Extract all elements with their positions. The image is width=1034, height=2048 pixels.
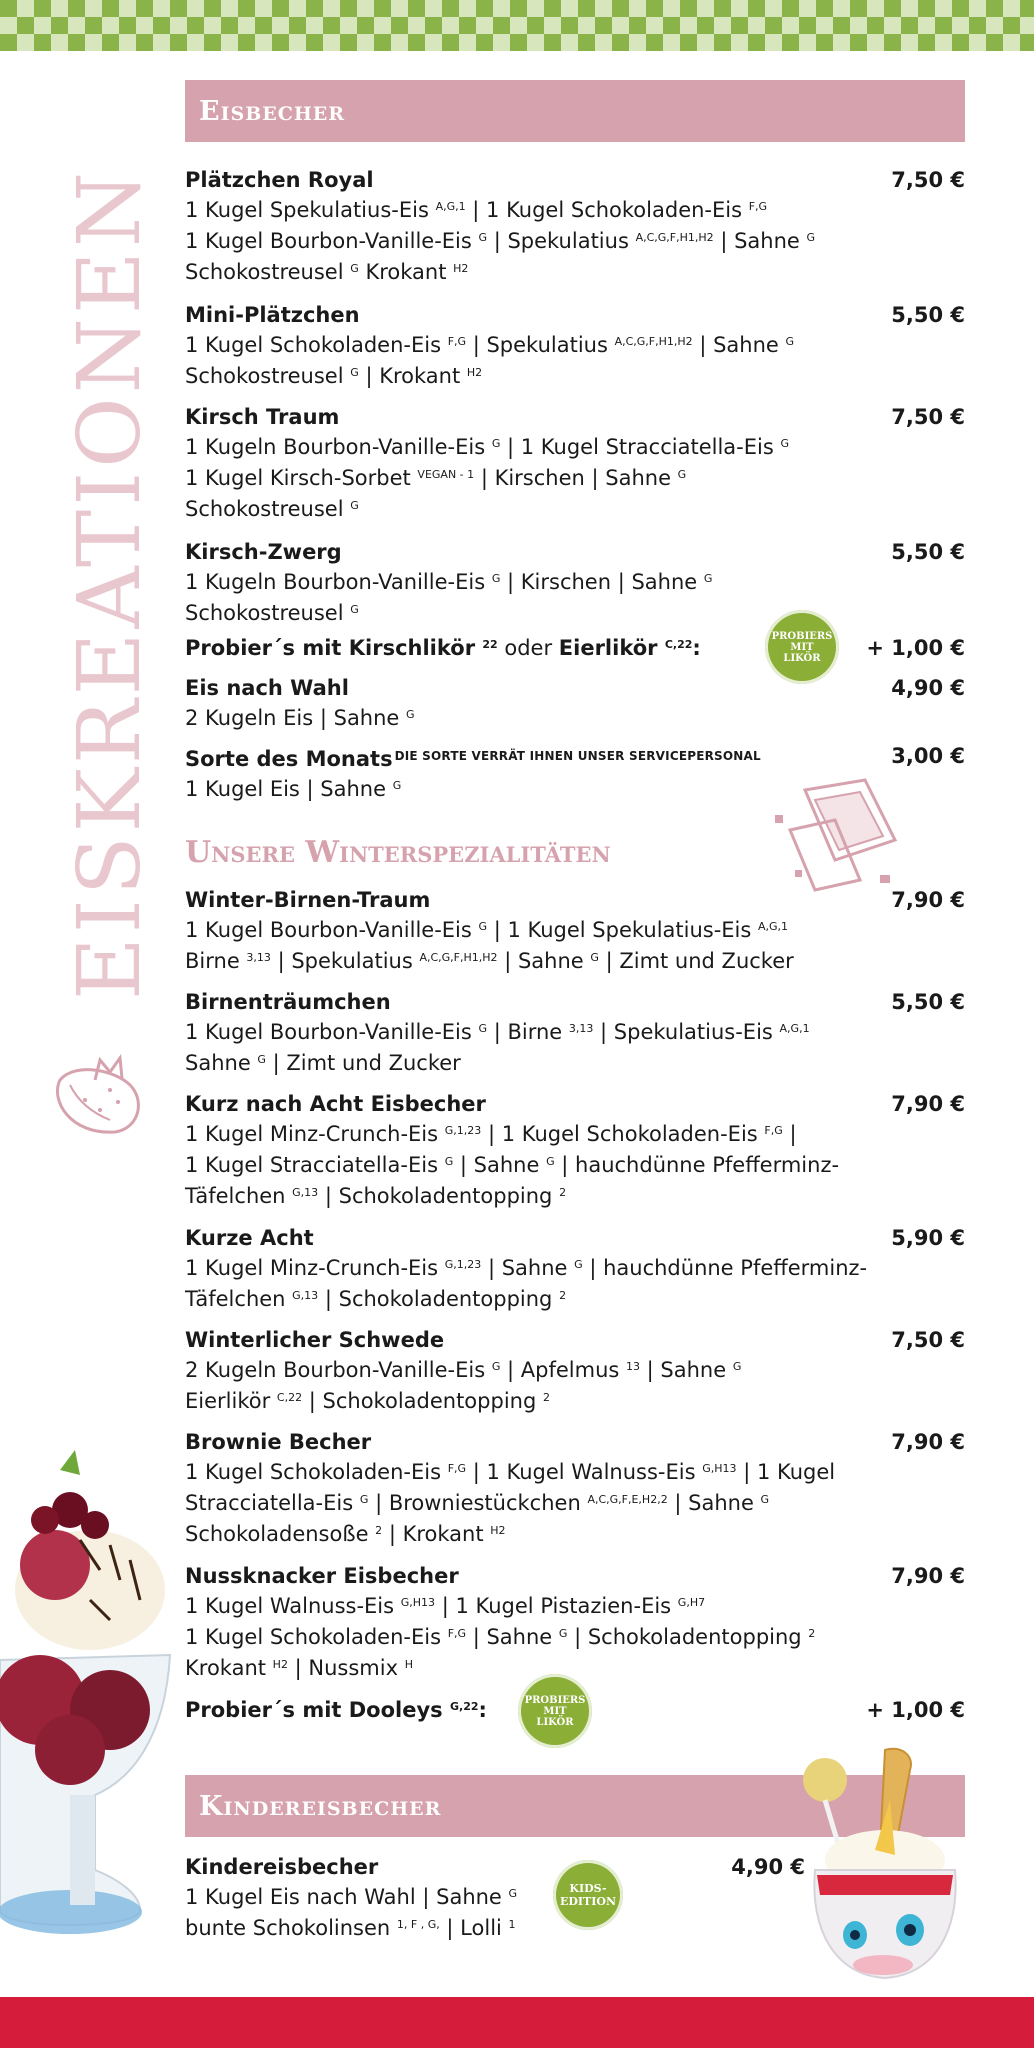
description-text: | Schokoladentopping <box>318 1184 560 1208</box>
item-name: Nussknacker Eisbecher <box>185 1564 459 1588</box>
description-text: 1 Kugel Schokoladen-Eis <box>185 1460 448 1484</box>
section-banner-eisbecher: Eisbecher <box>185 80 965 142</box>
footer-bar <box>0 1997 1034 2048</box>
allergen-note: G <box>780 437 789 450</box>
allergen-note: G <box>546 1155 555 1168</box>
item-name: Kirsch-Zwerg <box>185 540 342 564</box>
allergen-note: H2 <box>466 366 483 379</box>
description-text: Täfelchen <box>185 1184 293 1208</box>
description-text: | hauchdünne Pfefferminz- <box>582 1256 868 1280</box>
allergen-note: C,22 <box>276 1391 303 1404</box>
badge-text: KIDS- <box>569 1882 607 1895</box>
probier-kirsch-prefix: Probier´s mit Kirschlikör <box>185 636 483 660</box>
menu-item <box>185 165 965 288</box>
allergen-note: G <box>392 779 402 792</box>
item-description-line <box>185 915 965 946</box>
allergen-note: G <box>350 603 359 616</box>
item-description-line <box>185 330 965 361</box>
item-name: Sorte des Monats <box>185 747 393 771</box>
allergen-note: G,H13 <box>400 1596 436 1609</box>
description-text: | Sahne <box>640 1358 733 1382</box>
allergen-note: 13 <box>626 1360 640 1373</box>
allergen-note: G,13 <box>292 1289 319 1302</box>
description-text: | 1 Kugel Stracciatella-Eis <box>500 435 781 459</box>
allergen-note: H <box>404 1658 413 1671</box>
allergen-note: A,C,G,F,H1,H2 <box>614 335 693 348</box>
item-description-line <box>185 1119 965 1150</box>
description-text: 1 Kugeln Bourbon-Vanille-Eis <box>185 435 492 459</box>
description-text: | Kirschen | Sahne <box>474 466 678 490</box>
badge-text: MIT <box>790 641 814 653</box>
item-description-line <box>185 361 965 392</box>
kids-edition-badge <box>553 1860 623 1930</box>
probier-kirsch-price: + 1,00 € <box>866 636 965 660</box>
item-name: Birnenträumchen <box>185 990 391 1014</box>
allergen-note: 2 <box>542 1391 550 1404</box>
item-price: 7,90 € <box>891 1092 965 1116</box>
item-description-line <box>185 1355 965 1386</box>
item-name: Plätzchen Royal <box>185 168 374 192</box>
description-text: | 1 Kugel Spekulatius-Eis <box>487 918 759 942</box>
item-price: 7,90 € <box>891 888 965 912</box>
description-text: | 1 Kugel Walnuss-Eis <box>466 1460 703 1484</box>
menu-item <box>185 885 965 977</box>
item-description-line <box>185 494 965 525</box>
description-text: | 1 Kugel <box>736 1460 836 1484</box>
description-text: | Zimt und Zucker <box>598 949 794 973</box>
allergen-note: G,H7 <box>677 1596 706 1609</box>
description-text: | Nussmix <box>287 1656 405 1680</box>
description-text: | Krokant <box>358 364 467 388</box>
allergen-note: F,G <box>447 1462 467 1475</box>
item-description-line <box>185 1591 965 1622</box>
item-description-line <box>185 432 965 463</box>
menu-item <box>185 1427 965 1550</box>
item-price: 5,50 € <box>891 990 965 1014</box>
item-description-line <box>185 463 965 494</box>
allergen-note: G <box>478 920 488 933</box>
badge-text: PROBIERS <box>524 1694 586 1706</box>
description-text: | <box>782 1122 797 1146</box>
description-text: | Schokoladentopping <box>302 1389 543 1413</box>
description-text: | Spekulatius <box>487 229 636 253</box>
description-text: 1 Kugel Walnuss-Eis <box>185 1594 401 1618</box>
menu-item <box>185 1561 965 1684</box>
description-text: | Sahne <box>466 1625 559 1649</box>
allergen-note: 1 <box>508 1918 516 1931</box>
allergen-note: A,C,G,F,H1,H2 <box>419 951 498 964</box>
description-text: 1 Kugel Minz-Crunch-Eis <box>185 1256 445 1280</box>
item-name: Kirsch Traum <box>185 405 340 429</box>
description-text: bunte Schokolinsen <box>185 1916 397 1940</box>
section-banner-kinder: Kindereisbecher <box>185 1775 965 1837</box>
description-text: 1 Kugel Schokoladen-Eis <box>185 333 448 357</box>
allergen-note: A,C,G,F,E,H2,2 <box>587 1493 668 1506</box>
probier-kirsch-bold2: Eierlikör <box>558 636 665 660</box>
description-text: | Spekulatius <box>270 949 420 973</box>
probier-kirsch-suffix: : <box>692 636 701 660</box>
description-text: | Sahne <box>453 1153 547 1177</box>
allergen-note: H2 <box>453 262 469 275</box>
description-text: | hauchdünne Pfefferminz- <box>554 1153 840 1177</box>
item-price: 7,50 € <box>891 168 965 192</box>
item-description-line <box>185 567 965 598</box>
description-text: 1 Kugel Spekulatius-Eis <box>185 198 436 222</box>
item-name: Brownie Becher <box>185 1430 372 1454</box>
probier-dooleys-sup1: G,22 <box>449 1700 479 1713</box>
item-price: 7,50 € <box>891 405 965 429</box>
allergen-note: F,G <box>447 335 467 348</box>
item-description-line <box>185 195 965 226</box>
allergen-note: G <box>590 951 599 964</box>
description-text: | Sahne <box>713 229 807 253</box>
description-text: 1 Kugel Eis nach Wahl | Sahne <box>185 1885 509 1909</box>
menu-item <box>185 673 965 734</box>
allergen-note: 2 <box>375 1524 383 1537</box>
allergen-note: A,G,1 <box>435 200 466 213</box>
description-text: | Spekulatius-Eis <box>593 1020 780 1044</box>
description-text: 2 Kugeln Bourbon-Vanille-Eis <box>185 1358 492 1382</box>
item-description-line <box>185 1913 805 1944</box>
allergen-note: 2 <box>559 1289 567 1302</box>
item-description-line <box>185 1150 965 1181</box>
item-description-line <box>185 774 965 805</box>
description-text: 1 Kugel Schokoladen-Eis <box>185 1625 448 1649</box>
badge-text: LIKÖR <box>536 1716 574 1728</box>
allergen-note: G <box>558 1627 568 1640</box>
description-text: Stracciatella-Eis <box>185 1491 360 1515</box>
allergen-note: G <box>444 1155 454 1168</box>
badge-text: MIT <box>543 1705 567 1717</box>
description-text: Schokostreusel <box>185 497 351 521</box>
item-name: Winterlicher Schwede <box>185 1328 445 1352</box>
allergen-note: G <box>257 1053 266 1066</box>
description-text: | Birne <box>487 1020 569 1044</box>
allergen-note: 2 <box>559 1186 567 1199</box>
description-text: | Sahne <box>667 1491 761 1515</box>
allergen-note: 3,13 <box>568 1022 594 1035</box>
sundae-glass-illustration <box>0 1450 175 1940</box>
item-name: Mini-Plätzchen <box>185 303 360 327</box>
description-text: Täfelchen <box>185 1287 293 1311</box>
allergen-note: G,1,23 <box>444 1124 482 1137</box>
allergen-note: F,G <box>764 1124 783 1137</box>
allergen-note: F,G <box>748 200 768 213</box>
item-description-line <box>185 257 965 288</box>
description-text: Krokant <box>358 260 454 284</box>
allergen-note: F,G <box>447 1627 467 1640</box>
item-description-line <box>185 226 965 257</box>
allergen-note: 1, F , G, <box>396 1918 440 1931</box>
probier-dooleys-prefix: Probier´s mit Dooleys <box>185 1698 450 1722</box>
allergen-note: G <box>760 1493 770 1506</box>
allergen-note: 2 <box>808 1627 816 1640</box>
description-text: | Schokoladentopping <box>567 1625 809 1649</box>
allergen-note: H2 <box>490 1524 506 1537</box>
item-description-line <box>185 1017 965 1048</box>
allergen-note: G <box>350 499 359 512</box>
item-description-line <box>185 1181 965 1212</box>
description-text: | Zimt und Zucker <box>265 1051 461 1075</box>
allergen-note: G <box>703 572 713 585</box>
description-text: | 1 Kugel Schokoladen-Eis <box>481 1122 765 1146</box>
description-text: 1 Kugel Bourbon-Vanille-Eis <box>185 229 479 253</box>
allergen-note: G <box>732 1360 742 1373</box>
menu-item <box>185 1852 805 1944</box>
allergen-note: G <box>478 1022 488 1035</box>
unicorn-cup-illustration <box>795 1740 965 1985</box>
item-price: 7,50 € <box>891 1328 965 1352</box>
description-text: 1 Kugel Stracciatella-Eis <box>185 1153 445 1177</box>
menu-item <box>185 1223 965 1315</box>
item-description-line <box>185 1386 965 1417</box>
menu-item <box>185 1325 965 1417</box>
item-description-line <box>185 1622 965 1653</box>
allergen-note: G <box>491 437 501 450</box>
item-note: DIE SORTE VERRÄT IHNEN UNSER SERVICEPERSONAL <box>394 749 761 763</box>
item-price: 5,50 € <box>891 540 965 564</box>
description-text: Krokant <box>185 1656 273 1680</box>
item-price: 4,90 € <box>731 1855 805 1879</box>
allergen-note: A,G,1 <box>758 920 789 933</box>
item-price: 7,90 € <box>891 1564 965 1588</box>
item-price: 5,90 € <box>891 1226 965 1250</box>
item-name: Eis nach Wahl <box>185 676 349 700</box>
item-description-line <box>185 1253 965 1284</box>
badge-text: PROBIERS <box>771 630 833 642</box>
allergen-note: G <box>359 1493 369 1506</box>
description-text: | Sahne <box>692 333 786 357</box>
allergen-note: G <box>508 1887 518 1900</box>
menu-item <box>185 741 965 805</box>
allergen-note: G <box>478 231 488 244</box>
description-text: 2 Kugeln Eis | Sahne <box>185 706 407 730</box>
description-text: Eierlikör <box>185 1389 277 1413</box>
description-text: Schokoladensoße <box>185 1522 376 1546</box>
description-text: | Sahne <box>497 949 591 973</box>
allergen-note: VEGAN - 1 <box>417 468 475 481</box>
description-text: 1 Kugel Kirsch-Sorbet <box>185 466 418 490</box>
item-name: Kurz nach Acht Eisbecher <box>185 1092 486 1116</box>
item-description-line <box>185 1488 965 1519</box>
item-description-line <box>185 598 965 629</box>
item-name: Kindereisbecher <box>185 1855 379 1879</box>
item-price: 4,90 € <box>891 676 965 700</box>
item-price: 3,00 € <box>891 744 965 768</box>
description-text: | Schokoladentopping <box>318 1287 560 1311</box>
probier-kirsch-sup1: 22 <box>482 638 498 651</box>
description-text: | 1 Kugel Pistazien-Eis <box>435 1594 678 1618</box>
allergen-note: G <box>574 1258 583 1271</box>
description-text: Schokostreusel <box>185 260 351 284</box>
description-text: 1 Kugel Minz-Crunch-Eis <box>185 1122 445 1146</box>
item-price: 7,90 € <box>891 1430 965 1454</box>
description-text: | Kirschen | Sahne <box>500 570 704 594</box>
item-description-line <box>185 1519 965 1550</box>
strawberry-icon <box>40 1040 150 1140</box>
badge-text: LIKÖR <box>783 652 821 664</box>
menu-item <box>185 402 965 525</box>
allergen-note: G <box>350 262 359 275</box>
item-description-line <box>185 1882 805 1913</box>
side-title: EISKREATIONEN <box>60 168 160 1000</box>
item-description-line <box>185 1048 965 1079</box>
allergen-note: 3,13 <box>246 951 271 964</box>
description-text: | 1 Kugel Schokoladen-Eis <box>465 198 749 222</box>
description-text: | Spekulatius <box>466 333 615 357</box>
item-description-line <box>185 1284 965 1315</box>
allergen-note: G <box>406 708 415 721</box>
description-text: 1 Kugel Bourbon-Vanille-Eis <box>185 1020 479 1044</box>
allergen-note: G,H13 <box>702 1462 737 1475</box>
probier-kirsch-row <box>185 630 965 663</box>
description-text: 1 Kugel Bourbon-Vanille-Eis <box>185 918 479 942</box>
allergen-note: G,13 <box>292 1186 319 1199</box>
description-text: | Lolli <box>439 1916 509 1940</box>
probier-dooleys-price: + 1,00 € <box>866 1698 965 1722</box>
allergen-note: G <box>491 1360 501 1373</box>
allergen-note: A,G,1 <box>779 1022 810 1035</box>
description-text: Schokostreusel <box>185 364 351 388</box>
badge-text: EDITION <box>559 1895 617 1908</box>
description-text: Schokostreusel <box>185 601 351 625</box>
menu-item <box>185 300 965 392</box>
allergen-note: G <box>491 572 501 585</box>
checkered-border <box>0 0 1034 52</box>
probier-dooleys-suffix: : <box>478 1698 487 1722</box>
allergen-note: G <box>677 468 687 481</box>
description-text: | Apfelmus <box>500 1358 626 1382</box>
description-text: | Browniestückchen <box>368 1491 588 1515</box>
description-text: | Krokant <box>382 1522 491 1546</box>
item-description-line <box>185 1457 965 1488</box>
probier-kirsch-sup2: C,22 <box>664 638 693 651</box>
description-text: | Sahne <box>481 1256 575 1280</box>
menu-item <box>185 987 965 1079</box>
allergen-note: G <box>350 366 359 379</box>
item-price: 5,50 € <box>891 303 965 327</box>
item-description-line <box>185 703 965 734</box>
allergen-note: G,1,23 <box>444 1258 482 1271</box>
allergen-note: H2 <box>272 1658 288 1671</box>
probier-kirsch-middle: oder <box>497 636 559 660</box>
allergen-note: G <box>785 335 795 348</box>
item-description-line <box>185 946 965 977</box>
allergen-note: A,C,G,F,H1,H2 <box>635 231 714 244</box>
item-name: Winter-Birnen-Traum <box>185 888 431 912</box>
section-heading-winter: Unsere Winterspezialitäten <box>185 835 611 870</box>
item-name: Kurze Acht <box>185 1226 314 1250</box>
allergen-note: G <box>806 231 816 244</box>
description-text: Birne <box>185 949 247 973</box>
menu-item <box>185 537 965 629</box>
description-text: 1 Kugel Eis | Sahne <box>185 777 393 801</box>
description-text: 1 Kugeln Bourbon-Vanille-Eis <box>185 570 492 594</box>
probier-likoer-badge-2 <box>518 1674 592 1748</box>
menu-item <box>185 1089 965 1212</box>
description-text: Sahne <box>185 1051 258 1075</box>
